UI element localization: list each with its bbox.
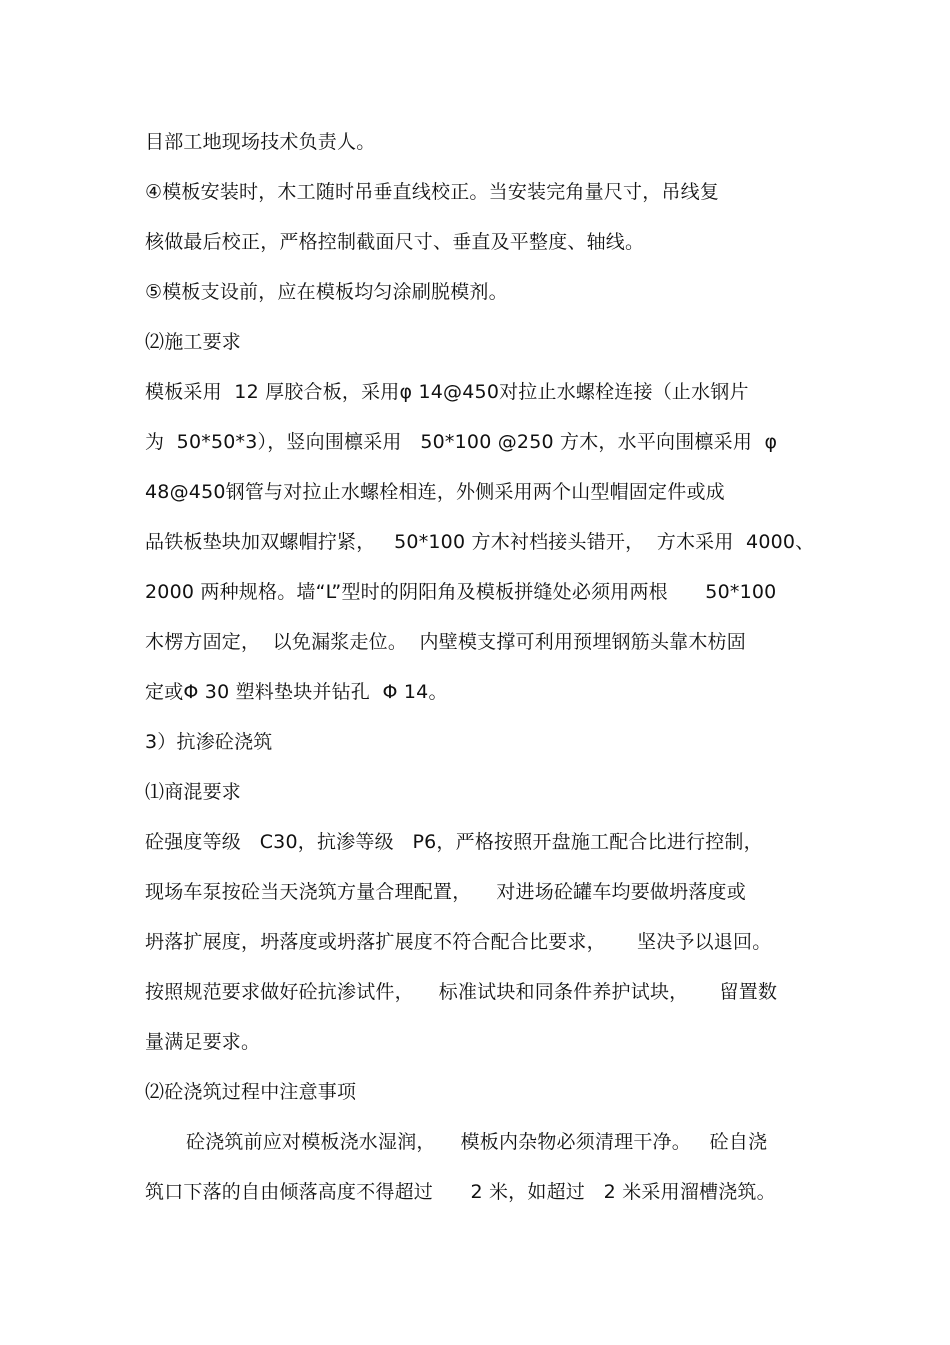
text-line-19: 量满足要求。 <box>145 1031 261 1053</box>
text-line-21: 砼浇筑前应对模板浇水湿润， 模板内杂物必须清理干净。 砼自浇 <box>186 1131 768 1153</box>
text-line-16: 现场车泵按砼当天浇筑方量合理配置， 对进场砼罐车均要做坍落度或 <box>145 881 746 903</box>
section-heading-construction-requirements: ⑵施工要求 <box>145 331 242 353</box>
text-line-12: 定或Φ 30 塑料垫块并钻孔 Φ 14。 <box>145 681 448 703</box>
text-line-4: ⑤模板支设前，应在模板均匀涂刷脱模剂。 <box>145 281 508 303</box>
text-line-8: 48@450钢管与对拉止水螺栓相连，外侧采用两个山型帽固定件或成 <box>145 481 725 503</box>
section-heading-ready-mix-requirements: ⑴商混要求 <box>145 781 242 803</box>
text-line-22: 筑口下落的自由倾落高度不得超过 2 米，如超过 2 米采用溜槽浇筑。 <box>145 1181 776 1203</box>
text-line-6: 模板采用 12 厚胶合板，采用φ 14@450对拉止水螺栓连接（止水钢片 <box>145 381 749 403</box>
text-line-2: ④模板安装时，木工随时吊垂直线校正。当安装完角量尺寸，吊线复 <box>145 181 720 203</box>
text-line-1: 目部工地现场技术负责人。 <box>145 131 376 153</box>
text-line-10: 2000 两种规格。墙“L”型时的阴阳角及模板拼缝处必须用两根 50*100 <box>145 581 777 603</box>
section-heading-impermeable-concrete: 3）抗渗砼浇筑 <box>145 731 273 753</box>
section-heading-pouring-precautions: ⑵砼浇筑过程中注意事项 <box>145 1081 357 1103</box>
text-line-11: 木楞方固定， 以免漏浆走位。 内壁模支撑可利用预埋钢筋头靠木枋固 <box>145 631 746 653</box>
text-line-17: 坍落扩展度，坍落度或坍落扩展度不符合配合比要求， 坚决予以退回。 <box>145 931 772 953</box>
text-line-3: 核做最后校正，严格控制截面尺寸、垂直及平整度、轴线。 <box>145 231 645 253</box>
text-line-15: 砼强度等级 C30，抗渗等级 P6，严格按照开盘施工配合比进行控制， <box>145 831 763 853</box>
text-line-7: 为 50*50*3），竖向围檩采用 50*100 @250 方木，水平向围檩采用 φ <box>145 431 778 453</box>
text-line-9: 品铁板垫块加双螺帽拧紧， 50*100 方木衬档接头错开， 方木采用 4000、 <box>145 531 815 553</box>
text-line-18: 按照规范要求做好砼抗渗试件， 标准试块和同条件养护试块， 留置数 <box>145 981 778 1003</box>
